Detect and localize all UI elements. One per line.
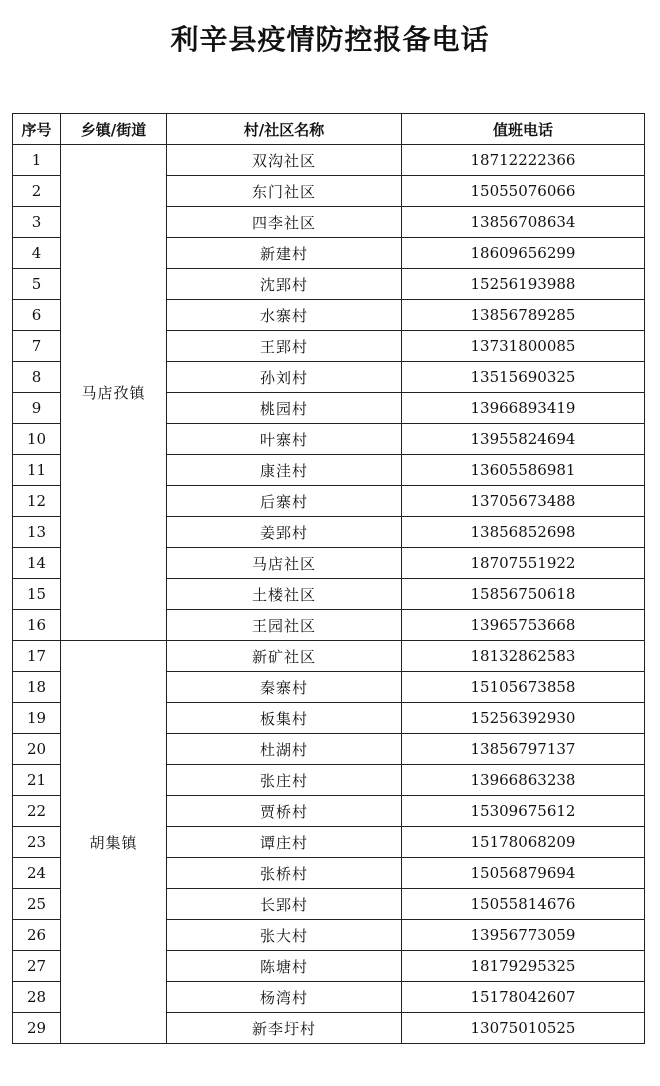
community-name: 马店社区	[167, 548, 402, 579]
row-index: 8	[13, 362, 61, 393]
row-index: 12	[13, 486, 61, 517]
town-cell: 胡集镇	[61, 641, 167, 1044]
community-name: 王郢村	[167, 331, 402, 362]
header-community: 村/社区名称	[167, 114, 402, 145]
duty-phone: 13966863238	[402, 765, 645, 796]
row-index: 16	[13, 610, 61, 641]
community-name: 王园社区	[167, 610, 402, 641]
community-name: 孙刘村	[167, 362, 402, 393]
row-index: 13	[13, 517, 61, 548]
community-name: 张桥村	[167, 858, 402, 889]
duty-phone: 15178042607	[402, 982, 645, 1013]
row-index: 18	[13, 672, 61, 703]
duty-phone: 15856750618	[402, 579, 645, 610]
table-header-row	[13, 114, 645, 145]
phone-table	[12, 113, 645, 1044]
community-name: 张大村	[167, 920, 402, 951]
row-index: 28	[13, 982, 61, 1013]
duty-phone: 13856708634	[402, 207, 645, 238]
row-index: 23	[13, 827, 61, 858]
community-name: 四李社区	[167, 207, 402, 238]
row-index: 19	[13, 703, 61, 734]
community-name: 双沟社区	[167, 145, 402, 176]
community-name: 秦寨村	[167, 672, 402, 703]
duty-phone: 18707551922	[402, 548, 645, 579]
community-name: 东门社区	[167, 176, 402, 207]
duty-phone: 18132862583	[402, 641, 645, 672]
duty-phone: 15105673858	[402, 672, 645, 703]
duty-phone: 13515690325	[402, 362, 645, 393]
community-name: 姜郢村	[167, 517, 402, 548]
row-index: 9	[13, 393, 61, 424]
duty-phone: 13965753668	[402, 610, 645, 641]
page-title: 利辛县疫情防控报备电话	[170, 23, 490, 56]
community-name: 康洼村	[167, 455, 402, 486]
duty-phone: 18712222366	[402, 145, 645, 176]
row-index: 7	[13, 331, 61, 362]
header-town: 乡镇/街道	[61, 114, 167, 145]
community-name: 板集村	[167, 703, 402, 734]
community-name: 陈塘村	[167, 951, 402, 982]
row-index: 26	[13, 920, 61, 951]
community-name: 土楼社区	[167, 579, 402, 610]
row-index: 17	[13, 641, 61, 672]
community-name: 长郢村	[167, 889, 402, 920]
duty-phone: 15309675612	[402, 796, 645, 827]
row-index: 6	[13, 300, 61, 331]
duty-phone: 13955824694	[402, 424, 645, 455]
duty-phone: 15056879694	[402, 858, 645, 889]
duty-phone: 15256193988	[402, 269, 645, 300]
community-name: 叶寨村	[167, 424, 402, 455]
row-index: 3	[13, 207, 61, 238]
community-name: 谭庄村	[167, 827, 402, 858]
row-index: 1	[13, 145, 61, 176]
header-index: 序号	[13, 114, 61, 145]
table-body	[13, 145, 645, 1044]
community-name: 桃园村	[167, 393, 402, 424]
town-cell: 马店孜镇	[61, 145, 167, 641]
duty-phone: 15178068209	[402, 827, 645, 858]
row-index: 20	[13, 734, 61, 765]
row-index: 22	[13, 796, 61, 827]
row-index: 14	[13, 548, 61, 579]
community-name: 新建村	[167, 238, 402, 269]
community-name: 后寨村	[167, 486, 402, 517]
duty-phone: 15055814676	[402, 889, 645, 920]
row-index: 24	[13, 858, 61, 889]
phone-table-container	[12, 113, 644, 1044]
community-name: 沈郢村	[167, 269, 402, 300]
community-name: 张庄村	[167, 765, 402, 796]
community-name: 杨湾村	[167, 982, 402, 1013]
community-name: 水寨村	[167, 300, 402, 331]
duty-phone: 13605586981	[402, 455, 645, 486]
table-row	[13, 145, 645, 176]
duty-phone: 18609656299	[402, 238, 645, 269]
row-index: 25	[13, 889, 61, 920]
community-name: 贾桥村	[167, 796, 402, 827]
duty-phone: 18179295325	[402, 951, 645, 982]
row-index: 5	[13, 269, 61, 300]
header-phone: 值班电话	[402, 114, 645, 145]
row-index: 10	[13, 424, 61, 455]
duty-phone: 13966893419	[402, 393, 645, 424]
duty-phone: 13956773059	[402, 920, 645, 951]
duty-phone: 13856852698	[402, 517, 645, 548]
duty-phone: 13856797137	[402, 734, 645, 765]
duty-phone: 13856789285	[402, 300, 645, 331]
duty-phone: 15256392930	[402, 703, 645, 734]
community-name: 新矿社区	[167, 641, 402, 672]
row-index: 27	[13, 951, 61, 982]
community-name: 杜湖村	[167, 734, 402, 765]
duty-phone: 13731800085	[402, 331, 645, 362]
row-index: 11	[13, 455, 61, 486]
duty-phone: 13075010525	[402, 1013, 645, 1044]
duty-phone: 13705673488	[402, 486, 645, 517]
duty-phone: 15055076066	[402, 176, 645, 207]
community-name: 新李圩村	[167, 1013, 402, 1044]
row-index: 4	[13, 238, 61, 269]
row-index: 2	[13, 176, 61, 207]
row-index: 29	[13, 1013, 61, 1044]
row-index: 15	[13, 579, 61, 610]
row-index: 21	[13, 765, 61, 796]
table-row	[13, 641, 645, 672]
